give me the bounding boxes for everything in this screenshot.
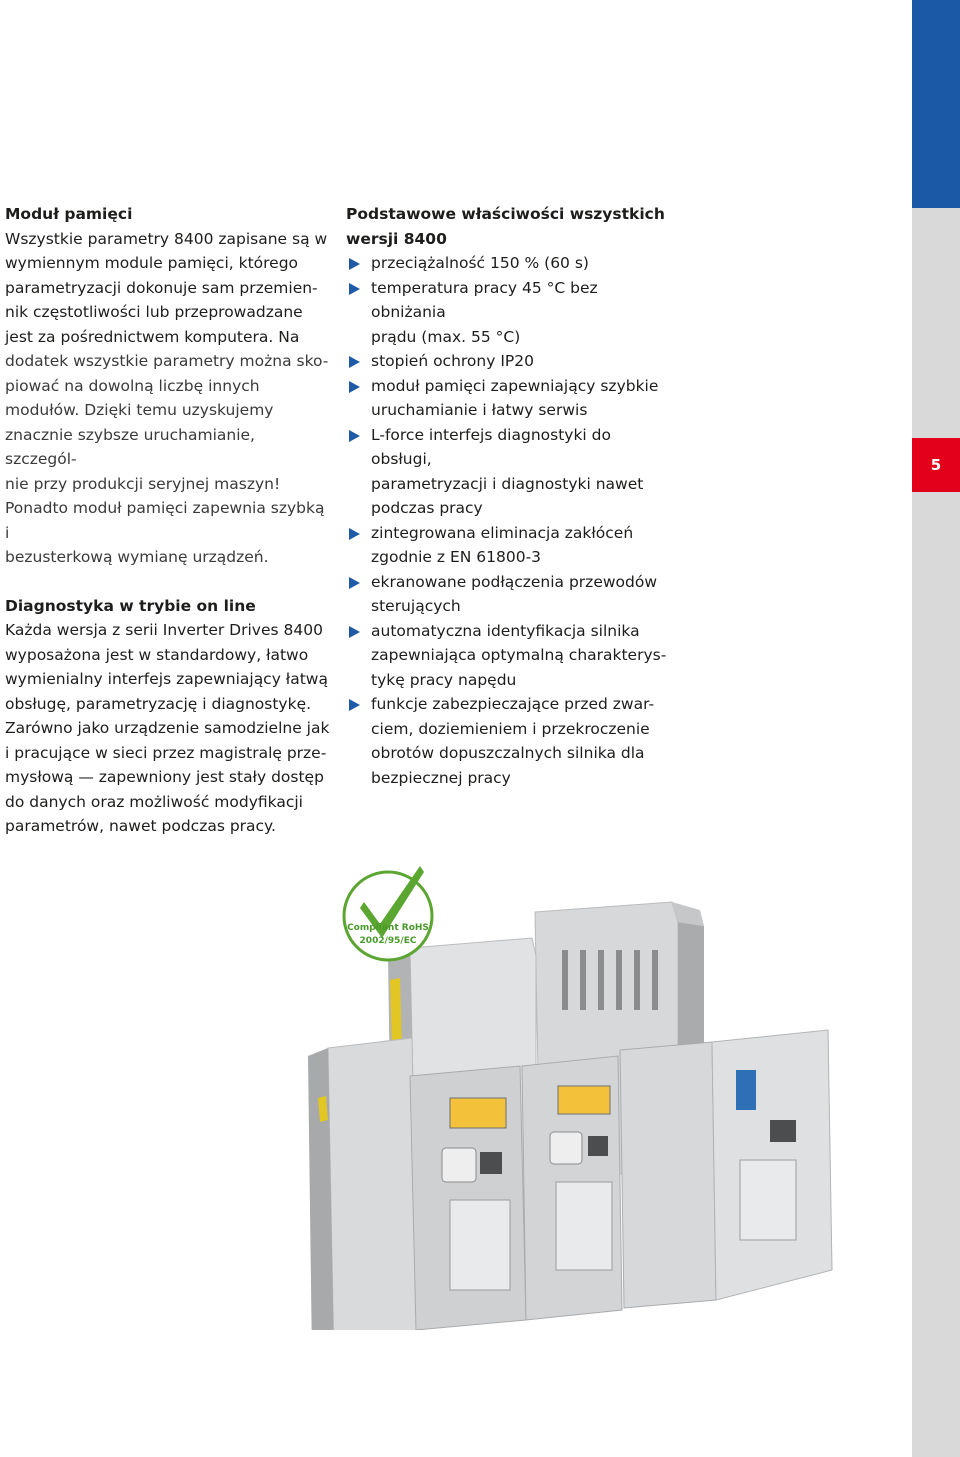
bullet-arrow-icon — [349, 430, 360, 442]
text-line: Zarówno jako urządzenie samodzielne jak — [5, 719, 330, 737]
online-diagnostics-text — [5, 618, 330, 839]
bullet-arrow-icon — [349, 699, 360, 711]
bullet-arrow-icon — [349, 528, 360, 540]
left-column — [5, 202, 330, 839]
rohs-badge — [342, 862, 434, 966]
text-line: piować na dowolną liczbę innych — [5, 376, 260, 395]
text-line: Ponadto moduł pamięci zapewnia szybką i — [5, 499, 325, 542]
text-line: modułów. Dzięki temu uzyskujemy — [5, 401, 274, 419]
text-line: znacznie szybsze uruchamianie, szczegól- — [5, 425, 255, 468]
text-line: wymienialny interfejs zapewniający łatwą — [5, 670, 328, 688]
feature-item: temperatura pracy 45 °C bez obniżania prądu (max. 55 °C) — [346, 276, 676, 350]
section-title-online-diagnostics: Diagnostyka w trybie on line — [5, 596, 256, 615]
features-title-line: wersji 8400 — [346, 229, 447, 248]
text-line: Każda wersja z serii Inverter Drives 8400 — [5, 621, 323, 639]
text-line: Wszystkie parametry 8400 zapisane są w — [5, 229, 328, 248]
text-line: mysłową — zapewniony jest stały dostęp — [5, 768, 324, 786]
chapter-tab[interactable] — [912, 438, 960, 492]
section-title-memory-module: Moduł pamięci — [5, 205, 133, 223]
bullet-arrow-icon — [349, 381, 360, 393]
text-line: nik częstotliwości lub przeprowadzane — [5, 303, 303, 321]
text-line: bezusterkową wymianę urządzeń. — [5, 548, 269, 566]
text-line: wymiennym module pamięci, którego — [5, 254, 299, 272]
bullet-arrow-icon — [349, 626, 360, 638]
bullet-arrow-icon — [349, 356, 360, 368]
text-line: do danych oraz możliwość modyfikacji — [5, 792, 303, 811]
memory-module-text — [5, 227, 330, 570]
chapter-number: 5 — [930, 456, 942, 474]
feature-item: funkcje zabezpieczające przed zwar- ciem, doziemieniem i przekroczenie obrotów dopuszczalnych silnika dla bezpiecznej pracy — [346, 692, 676, 790]
text-line: nie przy produkcji seryjnej maszyn! — [5, 474, 281, 493]
text-line: i pracujące w sieci przez magistralę prze- — [5, 743, 327, 762]
features-list — [346, 251, 676, 790]
rohs-text — [342, 922, 434, 948]
bullet-arrow-icon — [349, 283, 360, 295]
rohs-line2: 2002/95/EC — [359, 936, 417, 946]
text-line: parametryzacji dokonuje sam przemien- — [5, 278, 318, 297]
feature-item: przeciążalność 150 % (60 s) — [346, 251, 676, 276]
feature-item: L-force interfejs diagnostyki do obsługi, parametryzacji i diagnostyki nawet podczas pracy — [346, 423, 676, 521]
text-line: dodatek wszystkie parametry można sko- — [5, 352, 329, 370]
text-line: wyposażona jest w standardowy, łatwo — [5, 645, 309, 664]
feature-item: moduł pamięci zapewniający szybkie uruchamianie i łatwy serwis — [346, 374, 676, 423]
feature-item: automatyczna identyfikacja silnika zapewniająca optymalną charakterys- tykę pracy napędu — [346, 619, 676, 693]
feature-item: stopień ochrony IP20 — [346, 349, 676, 374]
features-title-line: Podstawowe właściwości wszystkich — [346, 205, 665, 223]
text-line: parametrów, nawet podczas pracy. — [5, 817, 276, 835]
right-column — [346, 202, 676, 790]
bullet-arrow-icon — [349, 258, 360, 270]
text-line: jest za pośrednictwem komputera. Na — [5, 327, 300, 346]
rohs-line1: Compliant RoHS — [347, 923, 429, 933]
feature-item: zintegrowana eliminacja zakłóceń zgodnie z EN 61800-3 — [346, 521, 676, 570]
feature-item: ekranowane podłączenia przewodów sterujących — [346, 570, 676, 619]
sidebar-gray — [912, 0, 960, 1457]
text-line: obsługę, parametryzację i diagnostykę. — [5, 694, 312, 713]
bullet-arrow-icon — [349, 577, 360, 589]
sidebar-blue-block — [912, 0, 960, 208]
